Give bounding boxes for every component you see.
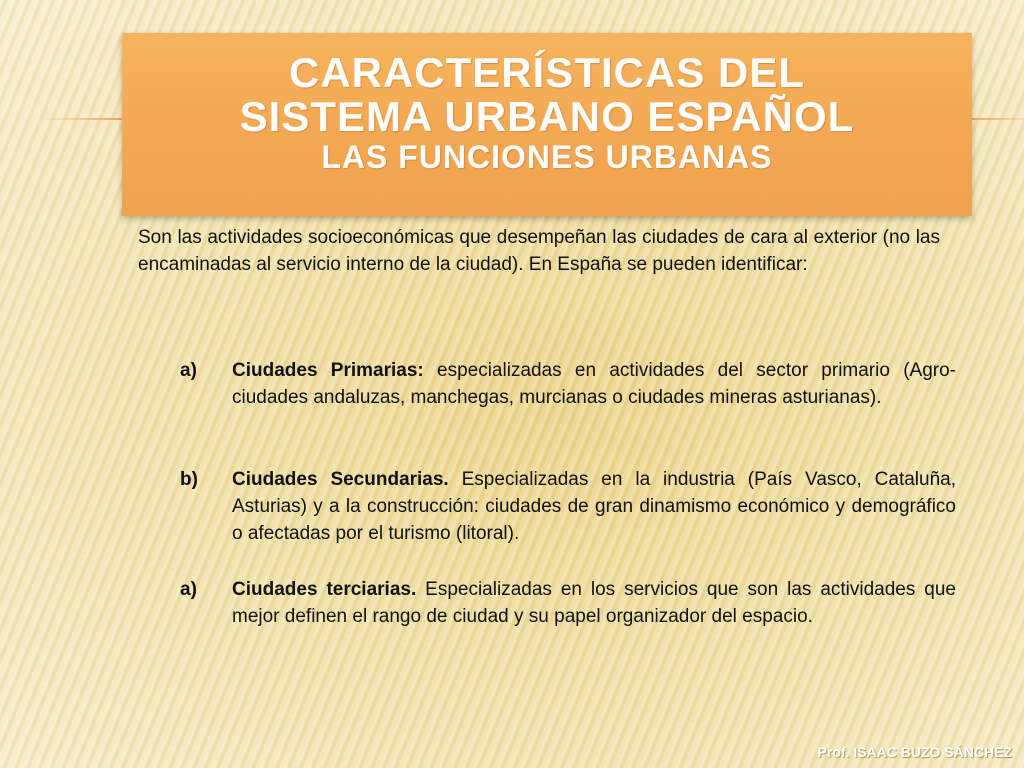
decorative-line-right — [970, 118, 1024, 120]
list-marker: b) — [180, 469, 198, 490]
list-marker: a) — [180, 360, 197, 381]
list-item-heading: Ciudades terciarias. — [232, 579, 417, 600]
list-item-primarias — [180, 357, 956, 411]
list-item-heading: Ciudades Secundarias. — [232, 469, 449, 490]
list-item-text — [232, 357, 956, 411]
list-item-body: especializadas en actividades del sector primario (Agro-ciudades andaluzas, manchegas, murcianas o ciudades mineras asturianas). — [232, 360, 956, 408]
title-line-2: SISTEMA URBANO ESPAÑOL — [239, 93, 855, 140]
list-item-secundarias — [180, 466, 956, 547]
title-line-1: CARACTERÍSTICAS DEL — [288, 49, 805, 96]
list-item-body: Especializadas en la industria (País Vasco, Cataluña, Asturias) y a la construcción: ciudades de gran dinamismo económico y demográfico o afectadas por el turismo (litoral). — [232, 469, 956, 544]
list-item-text — [232, 466, 956, 547]
subtitle: LAS FUNCIONES URBANAS — [321, 139, 773, 175]
decorative-line-left — [40, 118, 124, 120]
list-item-terciarias — [180, 576, 956, 630]
intro-paragraph: Son las actividades socioeconómicas que desempeñan las ciudades de cara al exterior (no las encaminadas al servicio interno de la ciudad). En España se pueden identificar: — [138, 227, 940, 275]
list-item-body: Especializadas en los servicios que son las actividades que mejor definen el rango de ciudad y su papel organizador del espacio. — [232, 579, 956, 627]
list-item-heading: Ciudades Primarias: — [232, 360, 424, 381]
list-item-text — [232, 576, 956, 630]
author-footer: Prof. ISAAC BUZO SÁNCHEZ — [817, 744, 1012, 760]
title-box — [122, 33, 972, 216]
list-marker: a) — [180, 579, 197, 600]
